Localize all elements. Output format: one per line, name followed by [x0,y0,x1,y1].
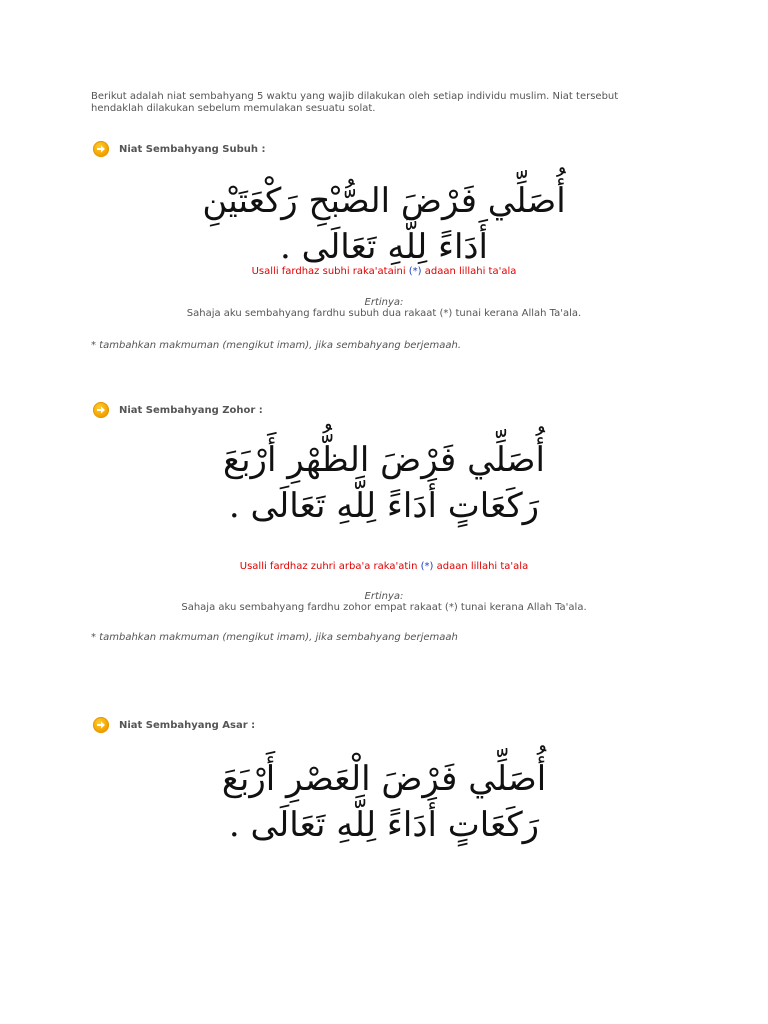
ertinya-label-zohor: Ertinya: [364,591,404,602]
arrow-right-circle-icon [93,141,109,157]
arabic-line-2: رَكَعَاتٍ أَدَاءً لِلَّهِ تَعَالَى . [228,805,540,845]
ertinya-label-subuh: Ertinya: [364,297,404,308]
transliteration-zohor [0,561,768,572]
arabic-niat-zohor [0,437,768,529]
translit-text-end: adaan lillahi ta'ala [433,561,529,572]
arabic-niat-asar [0,756,768,848]
translit-text: Usalli fardhaz subhi raka'ataini [251,266,409,277]
translit-text: Usalli fardhaz zuhri arba'a raka'atin [239,561,421,572]
translit-text-end: adaan lillahi ta'ala [421,266,517,277]
arabic-line-2: رَكَعَاتٍ أَدَاءً لِلَّهِ تَعَالَى . [228,486,540,526]
transliteration-subuh [0,266,768,277]
heading-subuh-text: Niat Sembahyang Subuh : [119,143,266,155]
note-zohor: * tambahkan makmuman (mengikut imam), jika sembahyang berjemaah [91,632,458,643]
arabic-line-2: أَدَاءً لِلَّهِ تَعَالَى . [279,227,489,267]
heading-asar-text: Niat Sembahyang Asar : [119,719,256,731]
heading-subuh [93,140,265,158]
arabic-line-1: أُصَلِّي فَرْضَ الصُّبْحِ رَكْعَتَيْنِ [202,181,566,221]
intro-paragraph: Berikut adalah niat sembahyang 5 waktu yang wajib dilakukan oleh setiap individu muslim. Niat tersebut hendaklah dilakukan sebelum memulakan sesuatu solat. [91,91,619,114]
translit-star: (*) [420,561,434,572]
note-subuh: * tambahkan makmuman (mengikut imam), jika sembahyang berjemaah. [91,340,462,351]
heading-asar [93,716,255,734]
arabic-niat-subuh [0,178,768,270]
ertinya-text-subuh: Sahaja aku sembahyang fardhu subuh dua rakaat (*) tunai kerana Allah Ta'ala. [186,308,582,319]
ertinya-text-zohor: Sahaja aku sembahyang fardhu zohor empat rakaat (*) tunai kerana Allah Ta'ala. [181,602,587,613]
arabic-line-1: أُصَلِّي فَرْضَ الظُّهْرِ أَرْبَعَ [222,440,545,480]
arrow-right-circle-icon [93,717,109,733]
arabic-line-1: أُصَلِّي فَرْضَ الْعَصْرِ أَرْبَعَ [221,759,547,799]
translit-star: (*) [408,266,422,277]
heading-zohor-text: Niat Sembahyang Zohor : [119,404,263,416]
arrow-right-circle-icon [93,402,109,418]
heading-zohor [93,401,263,419]
